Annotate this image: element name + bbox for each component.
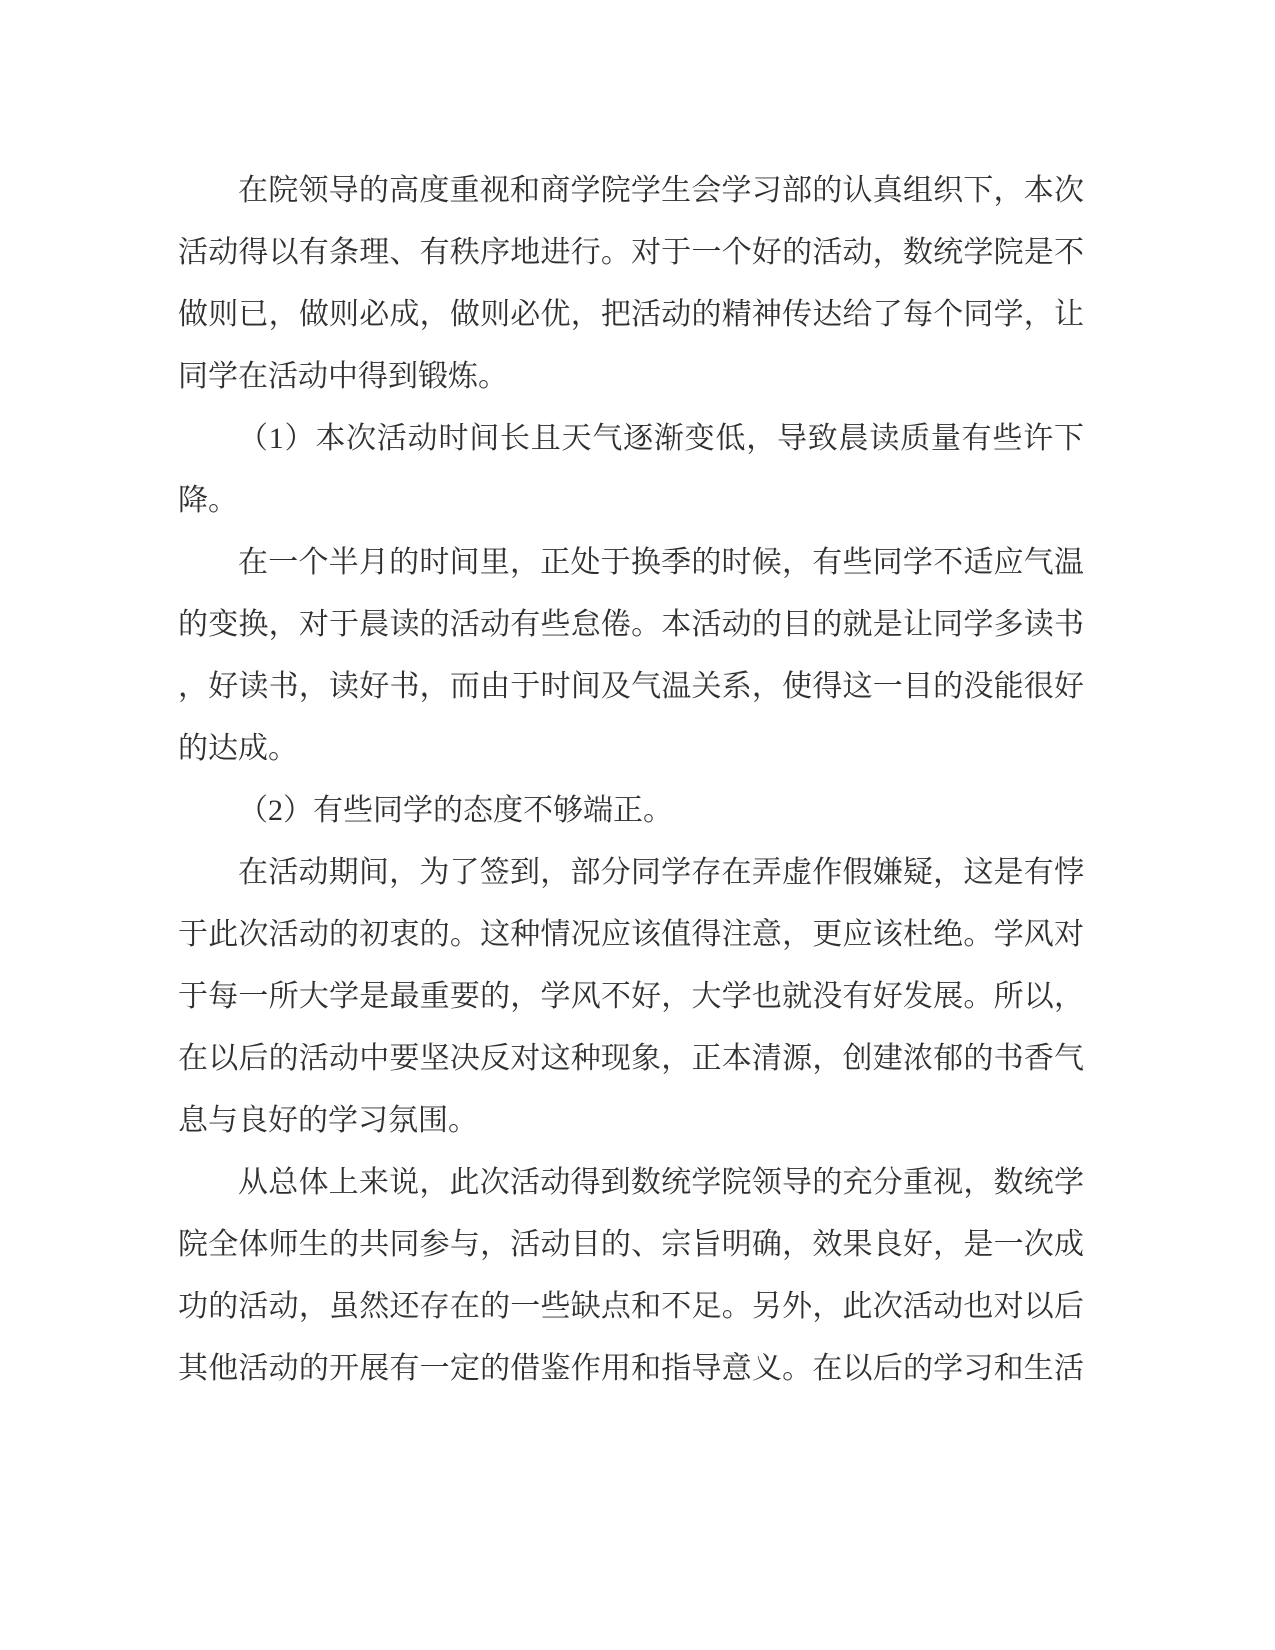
document-body [178,160,1084,1400]
text-line: 同学在活动中得到锻炼。 [178,360,508,393]
text-line: 于每一所大学是最重要的，学风不好，大学也就没有好发展。所以， [178,980,1084,1013]
text-line: 息与良好的学习氛围。 [178,1104,478,1137]
text-line: ，好读书，读好书，而由于时间及气温关系，使得这一目的没能很好 [178,670,1084,703]
text-line: （2）有些同学的态度不够端正。 [238,794,673,827]
text-line: 做则已，做则必成，做则必优，把活动的精神传达给了每个同学，让 [178,298,1084,331]
paragraph [178,532,1084,780]
paragraph [178,1152,1084,1400]
text-line: 在活动期间，为了签到，部分同学存在弄虚作假嫌疑，这是有悖 [238,856,1084,889]
text-line: 其他活动的开展有一定的借鉴作用和指导意义。在以后的学习和生活 [178,1352,1084,1385]
text-line: 于此次活动的初衷的。这种情况应该值得注意，更应该杜绝。学风对 [178,918,1084,951]
text-line: 的达成。 [178,732,298,765]
text-line: 从总体上来说，此次活动得到数统学院领导的充分重视，数统学 [238,1166,1084,1199]
text-line: 在以后的活动中要坚决反对这种现象，正本清源，创建浓郁的书香气 [178,1042,1084,1075]
text-line: （1）本次活动时间长且天气逐渐变低，导致晨读质量有些许下 [238,422,1084,455]
text-line: 院全体师生的共同参与，活动目的、宗旨明确，效果良好，是一次成 [178,1228,1084,1261]
paragraph [178,842,1084,1152]
text-line: 在院领导的高度重视和商学院学生会学习部的认真组织下，本次 [238,174,1084,207]
paragraph [178,408,1084,532]
paragraph [178,160,1084,408]
paragraph [178,780,1084,842]
text-line: 降。 [178,484,238,517]
text-line: 活动得以有条理、有秩序地进行。对于一个好的活动，数统学院是不 [178,236,1084,269]
text-line: 功的活动，虽然还存在的一些缺点和不足。另外，此次活动也对以后 [178,1290,1084,1323]
text-line: 的变换，对于晨读的活动有些怠倦。本活动的目的就是让同学多读书 [178,608,1084,641]
text-line: 在一个半月的时间里，正处于换季的时候，有些同学不适应气温 [238,546,1084,579]
